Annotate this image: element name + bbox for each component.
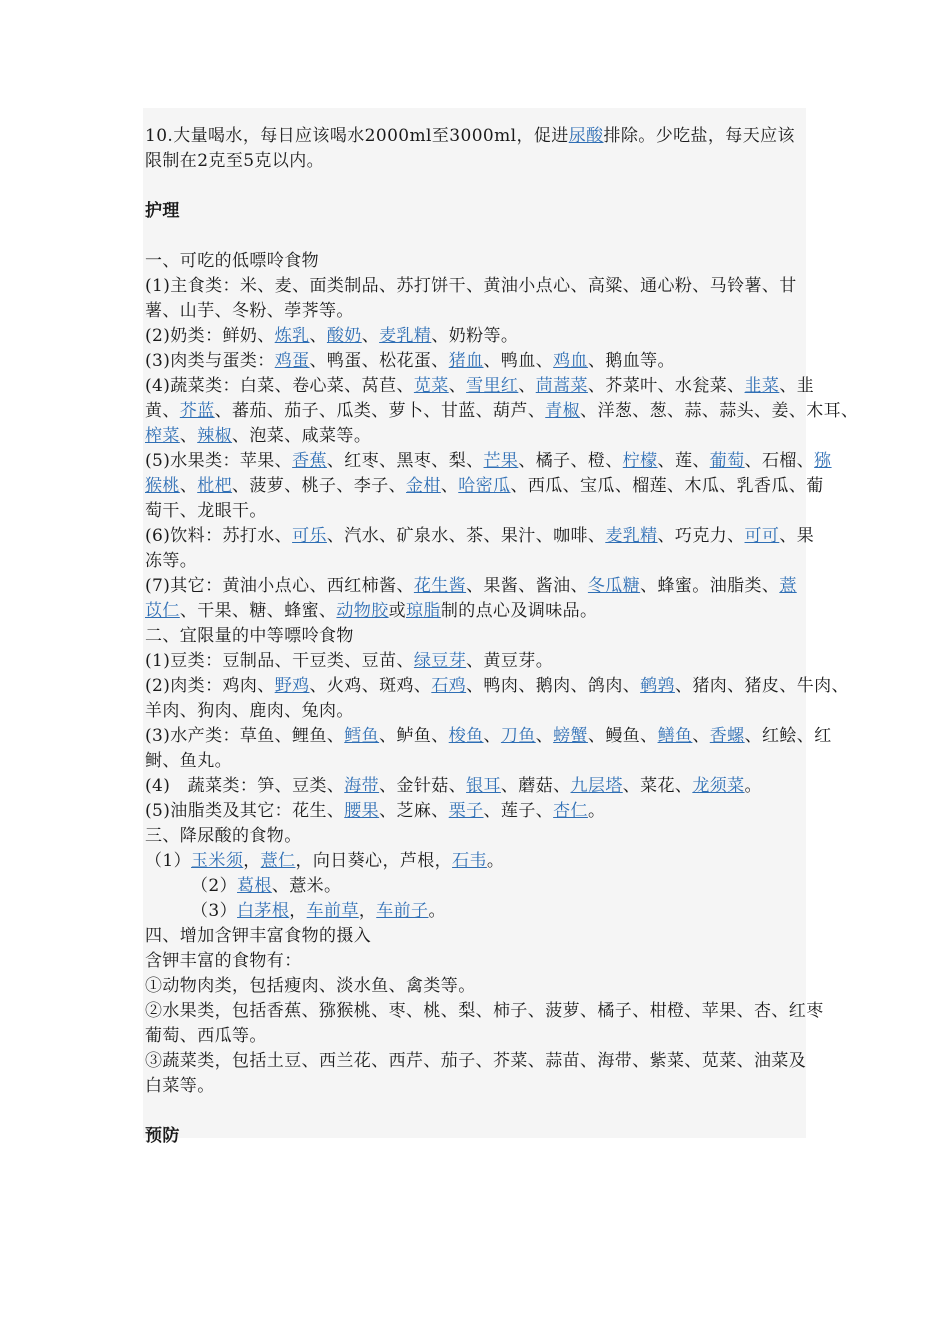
text-line <box>145 324 815 349</box>
text-segment: 黄、 <box>145 401 180 421</box>
text-segment: 、鸭血、 <box>483 351 554 371</box>
keyword-link[interactable]: 柠檬 <box>622 451 658 471</box>
keyword-link[interactable]: 哈密瓜 <box>458 476 511 496</box>
text-segment: 、 <box>692 726 710 746</box>
keyword-link[interactable]: 芒果 <box>483 451 519 471</box>
text-segment: 、 <box>440 476 459 496</box>
keyword-link[interactable]: 绿豆芽 <box>413 651 467 671</box>
text-segment: 、巧克力、 <box>657 526 745 546</box>
text-segment: 、鲈鱼、 <box>379 726 449 746</box>
keyword-link[interactable]: 芥蓝 <box>179 401 215 421</box>
text-line <box>145 649 815 674</box>
text-segment: (4) 蔬菜类：笋、豆类、 <box>145 776 345 796</box>
text-segment: 、芥菜叶、水瓮菜、 <box>587 376 745 396</box>
text-segment: 、 <box>518 376 536 396</box>
text-segment: 、莲子、 <box>483 801 554 821</box>
keyword-link[interactable]: 薏 <box>779 576 797 596</box>
text-segment: 含钾丰富的食物有： <box>145 951 302 971</box>
text-segment: (1)豆类：豆制品、干豆类、豆苗、 <box>145 651 414 671</box>
keyword-link[interactable]: 腰果 <box>344 801 380 821</box>
text-segment: 、汽水、矿泉水、茶、果汁、咖啡、 <box>326 526 606 546</box>
text-segment: 、黄豆芽。 <box>466 651 554 671</box>
text-segment: 鲥、鱼丸。 <box>145 751 232 771</box>
text-segment: 、泡菜、咸菜等。 <box>232 426 372 446</box>
keyword-link[interactable]: 麦乳精 <box>605 526 658 546</box>
text-segment: 、莲、 <box>657 451 710 471</box>
text-segment: 、果酱、酱油、 <box>466 576 588 596</box>
text-segment: 、石榴、 <box>744 451 815 471</box>
text-line <box>145 574 815 599</box>
text-segment: 护理 <box>145 201 180 221</box>
text-line <box>145 674 849 699</box>
text-line <box>145 249 815 274</box>
text-segment: 、 <box>179 476 198 496</box>
text-line <box>145 924 815 949</box>
keyword-link[interactable]: 酸奶 <box>326 326 362 346</box>
text-segment: 、干果、糖、蜂蜜、 <box>179 601 337 621</box>
text-segment: 冻等。 <box>145 551 198 571</box>
text-segment: 。 <box>587 801 606 821</box>
text-line <box>145 1074 815 1099</box>
text-line <box>145 349 815 374</box>
keyword-link[interactable]: 韭菜 <box>744 376 780 396</box>
text-line <box>145 949 815 974</box>
text-segment: (4)蔬菜类：白菜、卷心菜、莴苣、 <box>145 376 414 396</box>
text-line <box>145 774 815 799</box>
keyword-link[interactable]: 鸡血 <box>553 351 588 371</box>
text-segment: ①动物肉类，包括瘦肉、淡水鱼、禽类等。 <box>145 976 476 996</box>
keyword-link[interactable]: 石韦 <box>452 851 487 871</box>
text-segment: 、橘子、橙、 <box>518 451 623 471</box>
keyword-link[interactable]: 冬瓜糖 <box>587 576 641 596</box>
text-line <box>145 299 815 324</box>
keyword-link[interactable]: 香蕉 <box>292 451 327 471</box>
text-segment: 、蜂蜜。油脂类、 <box>640 576 780 596</box>
keyword-link[interactable]: 葛根 <box>237 876 272 896</box>
keyword-link[interactable]: 白茅根 <box>237 901 290 921</box>
text-segment: 、红鲙、红 <box>744 726 832 746</box>
text-line <box>145 449 832 474</box>
keyword-link[interactable]: 青椒 <box>545 401 581 421</box>
keyword-link[interactable]: 苋菜 <box>413 376 449 396</box>
keyword-link[interactable]: 香螺 <box>709 726 745 746</box>
keyword-link[interactable]: 薏仁 <box>260 851 296 871</box>
heading-nursing <box>145 199 815 224</box>
text-line <box>145 149 815 174</box>
text-segment: 。 <box>428 901 446 921</box>
keyword-link[interactable]: 雪里红 <box>466 376 519 396</box>
text-segment: ③蔬菜类，包括土豆、西兰花、西芹、茄子、芥菜、蒜苗、海带、紫菜、苋菜、油菜及 <box>145 1051 807 1071</box>
text-segment: 10.大量喝水，每日应该喝水2000ml至3000ml，促进 <box>145 126 569 146</box>
text-segment: 、韭 <box>779 376 815 396</box>
keyword-link[interactable]: 鹌鹑 <box>640 676 675 696</box>
blank-line <box>145 1099 815 1124</box>
text-line <box>145 874 815 899</box>
text-line <box>145 624 815 649</box>
keyword-link[interactable]: 炼乳 <box>274 326 310 346</box>
text-segment: 二、宜限量的中等嘌呤食物 <box>145 626 354 646</box>
text-segment: 、火鸡、斑鸡、 <box>309 676 432 696</box>
text-segment: 、洋葱、葱、蒜、蒜头、姜、木耳、 <box>580 401 859 421</box>
text-segment: (1)主食类：米、麦、面类制品、苏打饼干、黄油小点心、高粱、通心粉、马铃薯、甘 <box>145 276 797 296</box>
keyword-link[interactable]: 茼蒿菜 <box>535 376 588 396</box>
text-line <box>145 599 815 624</box>
text-segment: 、菜花、 <box>622 776 693 796</box>
text-line <box>145 974 815 999</box>
text-segment: (3)肉类与蛋类： <box>145 351 275 371</box>
text-segment: 萄干、龙眼干。 <box>145 501 267 521</box>
keyword-link[interactable]: 杏仁 <box>553 801 588 821</box>
text-line <box>145 474 824 499</box>
text-segment: (5)油脂类及其它：花生、 <box>145 801 345 821</box>
text-line <box>145 1024 815 1049</box>
text-line <box>145 549 815 574</box>
text-segment: ， <box>243 851 261 871</box>
text-line <box>145 724 832 749</box>
keyword-link[interactable]: 尿酸 <box>568 126 604 146</box>
keyword-link[interactable]: 银耳 <box>466 776 501 796</box>
text-segment: (3)水产类：草鱼、鲤鱼、 <box>145 726 345 746</box>
keyword-link[interactable]: 榨菜 <box>145 426 180 446</box>
text-segment: 、蕃茄、茄子、瓜类、萝卜、甘蓝、葫芦、 <box>214 401 546 421</box>
text-line <box>145 699 815 724</box>
text-segment: 、 <box>309 326 327 346</box>
text-line <box>145 499 815 524</box>
text-segment: 、菠萝、桃子、李子、 <box>232 476 407 496</box>
text-segment: （1） <box>145 851 192 871</box>
text-line <box>145 399 859 424</box>
text-segment: 、 <box>361 326 380 346</box>
text-segment: 、 <box>179 426 198 446</box>
text-segment: 排除。少吃盐，每天应该 <box>603 126 795 146</box>
text-segment: 或 <box>388 601 407 621</box>
text-segment: 、西瓜、宝瓜、榴莲、木瓜、乳香瓜、葡 <box>510 476 824 496</box>
text-segment: 、 <box>483 726 501 746</box>
text-segment: 、果 <box>779 526 815 546</box>
keyword-link[interactable]: 可乐 <box>292 526 327 546</box>
text-line <box>145 124 815 149</box>
document-body <box>145 124 859 1149</box>
text-segment: 、 <box>535 726 554 746</box>
text-segment: （2） <box>191 876 238 896</box>
keyword-link[interactable]: 玉米须 <box>191 851 244 871</box>
text-segment: 薯、山芋、冬粉、荸荠等。 <box>145 301 354 321</box>
text-segment: 羊肉、狗肉、鹿肉、兔肉。 <box>145 701 354 721</box>
text-line <box>145 749 815 774</box>
text-segment: ， <box>289 901 307 921</box>
keyword-link[interactable]: 刀鱼 <box>500 726 536 746</box>
text-segment: 、红枣、黑枣、梨、 <box>326 451 484 471</box>
text-segment: 四、增加含钾丰富食物的摄入 <box>145 926 372 946</box>
text-segment: 三、降尿酸的食物。 <box>145 826 302 846</box>
text-segment: 一、可吃的低嘌呤食物 <box>145 251 319 271</box>
text-line <box>145 999 824 1024</box>
text-segment: 、奶粉等。 <box>431 326 519 346</box>
keyword-link[interactable]: 猪血 <box>448 351 484 371</box>
text-line <box>145 374 815 399</box>
text-segment: 、鹅血等。 <box>587 351 675 371</box>
text-segment: 、猪肉、猪皮、牛肉、 <box>674 676 849 696</box>
keyword-link[interactable]: 琼脂 <box>406 601 441 621</box>
keyword-link[interactable]: 石鸡 <box>431 676 467 696</box>
text-segment: 、鸭肉、鹅肉、鸽肉、 <box>466 676 641 696</box>
text-segment: ②水果类，包括香蕉、猕猴桃、枣、桃、梨、柿子、菠萝、橘子、柑橙、苹果、杏、红枣 <box>145 1001 824 1021</box>
keyword-link[interactable]: 麦乳精 <box>379 326 432 346</box>
text-line <box>145 799 815 824</box>
keyword-link[interactable]: 梭鱼 <box>448 726 484 746</box>
keyword-link[interactable]: 海带 <box>344 776 380 796</box>
text-segment: (5)水果类：苹果、 <box>145 451 293 471</box>
keyword-link[interactable]: 野鸡 <box>274 676 310 696</box>
text-line <box>145 824 815 849</box>
text-segment: ， <box>358 901 377 921</box>
keyword-link[interactable]: 可可 <box>744 526 780 546</box>
keyword-link[interactable]: 车前子 <box>376 901 429 921</box>
text-segment: 、芝麻、 <box>379 801 449 821</box>
text-segment: 、鸭蛋、松花蛋、 <box>309 351 449 371</box>
text-segment: （3） <box>191 901 238 921</box>
text-segment: 、金针菇、 <box>379 776 467 796</box>
text-line <box>145 849 815 874</box>
heading-prevention <box>145 1124 815 1149</box>
text-segment: 制的点心及调味品。 <box>440 601 598 621</box>
keyword-link[interactable]: 鳝鱼 <box>657 726 693 746</box>
text-segment: (6)饮料：苏打水、 <box>145 526 293 546</box>
keyword-link[interactable]: 葡萄 <box>709 451 745 471</box>
keyword-link[interactable]: 苡仁 <box>145 601 180 621</box>
blank-line <box>145 224 815 249</box>
blank-line <box>145 174 815 199</box>
keyword-link[interactable]: 螃蟹 <box>553 726 588 746</box>
keyword-link[interactable]: 车前草 <box>306 901 359 921</box>
keyword-link[interactable]: 鸡蛋 <box>274 351 310 371</box>
text-segment: 葡萄、西瓜等。 <box>145 1026 267 1046</box>
text-segment: 限制在2克至5克以内。 <box>145 151 325 171</box>
text-segment: (2)奶类：鲜奶、 <box>145 326 275 346</box>
keyword-link[interactable]: 动物胶 <box>336 601 389 621</box>
text-segment: 、 <box>448 376 467 396</box>
text-segment: (7)其它：黄油小点心、西红柿酱、 <box>145 576 414 596</box>
text-line <box>145 899 815 924</box>
keyword-link[interactable]: 栗子 <box>448 801 484 821</box>
keyword-link[interactable]: 枇杷 <box>197 476 233 496</box>
text-line <box>145 274 815 299</box>
text-segment: 、蘑菇、 <box>500 776 571 796</box>
text-segment: 、鳗鱼、 <box>587 726 658 746</box>
text-line <box>145 524 815 549</box>
keyword-link[interactable]: 九层塔 <box>570 776 623 796</box>
keyword-link[interactable]: 鳕鱼 <box>344 726 380 746</box>
text-segment: 、薏米。 <box>271 876 342 896</box>
keyword-link[interactable]: 辣椒 <box>197 426 233 446</box>
text-line <box>145 424 815 449</box>
text-line <box>145 1049 815 1074</box>
text-segment: 。 <box>486 851 505 871</box>
keyword-link[interactable]: 花生酱 <box>413 576 467 596</box>
text-segment: ，向日葵心，芦根， <box>295 851 453 871</box>
keyword-link[interactable]: 龙须菜 <box>692 776 745 796</box>
keyword-link[interactable]: 猕 <box>814 451 832 471</box>
text-segment: 预防 <box>145 1126 180 1146</box>
keyword-link[interactable]: 金柑 <box>406 476 441 496</box>
text-segment: 。 <box>744 776 762 796</box>
text-segment: 白菜等。 <box>145 1076 215 1096</box>
keyword-link[interactable]: 猴桃 <box>145 476 180 496</box>
text-segment: (2)肉类：鸡肉、 <box>145 676 275 696</box>
